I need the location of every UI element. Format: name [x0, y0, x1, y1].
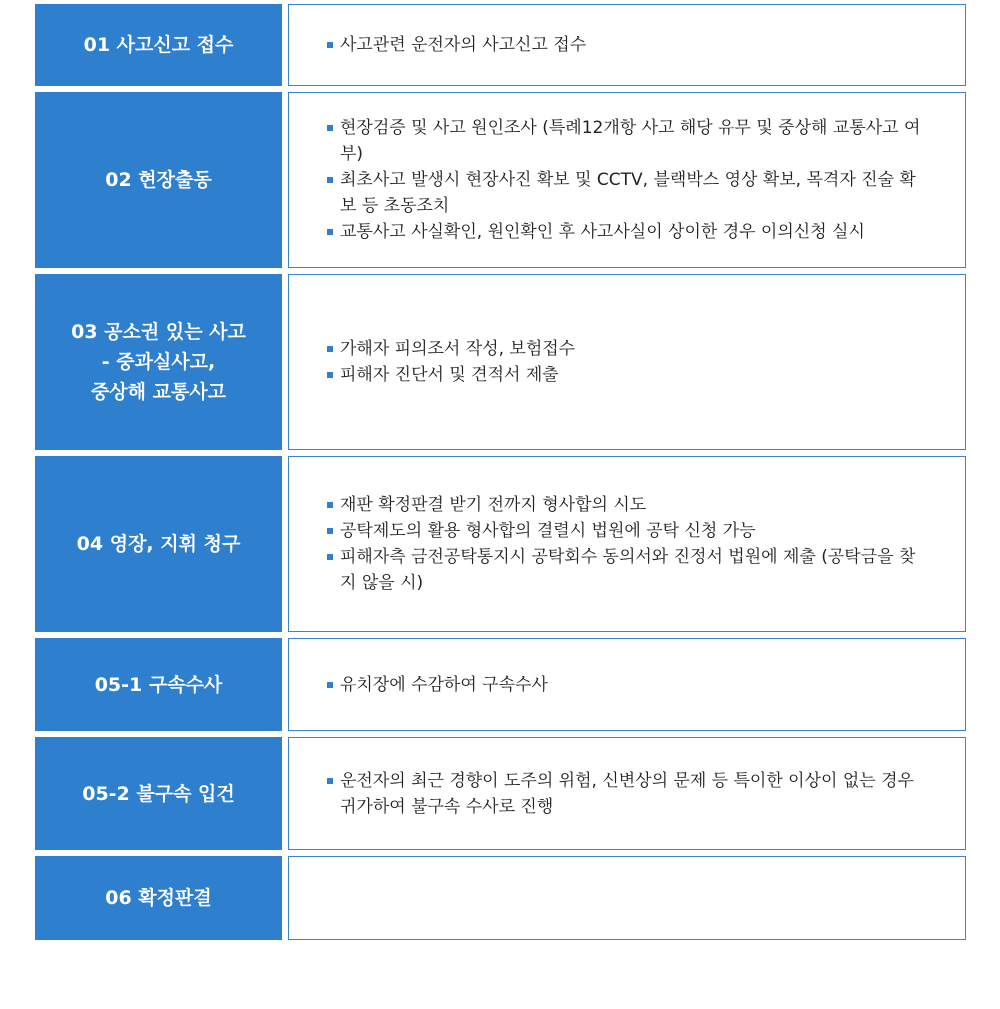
step-content-04	[288, 456, 966, 632]
list-item-text: 사고관련 운전자의 사고신고 접수	[340, 35, 587, 55]
list-item	[325, 167, 925, 219]
step-row-04	[35, 456, 966, 632]
square-bullet-icon	[327, 682, 333, 688]
list-item	[325, 492, 925, 518]
step-label-text: 04 영장, 지휘 청구	[76, 533, 241, 555]
step-content-05-1	[288, 638, 966, 731]
list-item-text: 유치장에 수감하여 구속수사	[340, 674, 548, 695]
step-row-02	[35, 92, 966, 268]
list-item-text: 가해자 피의조서 작성, 보험접수	[340, 339, 576, 359]
list-item-text: 최초사고 발생시 현장사진 확보 및 CCTV, 블랙박스 영상 확보, 목격자 진술 확보 등 초동조치	[340, 170, 916, 216]
square-bullet-icon	[327, 528, 333, 534]
list-item-text: 재판 확정판결 받기 전까지 형사합의 시도	[340, 495, 647, 515]
list-item	[325, 362, 925, 388]
list-item	[325, 336, 925, 362]
step-row-06	[35, 856, 966, 940]
bullet-list	[325, 32, 925, 58]
list-item-text: 피해자 진단서 및 견적서 제출	[340, 365, 559, 385]
bullet-list	[325, 115, 925, 245]
step-label-04	[35, 456, 282, 632]
step-label-01	[35, 4, 282, 86]
list-item	[325, 518, 925, 544]
step-label-lines	[71, 317, 246, 407]
step-content-06	[288, 856, 966, 940]
legal-process-steps	[35, 4, 966, 946]
list-item-text: 교통사고 사실확인, 원인확인 후 사고사실이 상이한 경우 이의신청 실시	[340, 222, 865, 242]
step-label-text: - 중과실사고,	[101, 351, 216, 373]
list-item	[325, 672, 925, 698]
square-bullet-icon	[327, 177, 333, 183]
step-label-text: 01 사고신고 접수	[83, 34, 234, 56]
step-label-text: 05-2 불구속 입건	[82, 782, 235, 805]
step-label-text: 02 현장출동	[105, 169, 212, 191]
square-bullet-icon	[327, 778, 333, 784]
square-bullet-icon	[327, 346, 333, 352]
step-label-text: 03 공소권 있는 사고	[71, 321, 246, 343]
step-row-05-1	[35, 638, 966, 731]
bullet-list	[325, 672, 925, 698]
step-content-03	[288, 274, 966, 450]
square-bullet-icon	[327, 229, 333, 235]
list-item	[325, 544, 925, 596]
bullet-list	[325, 768, 925, 820]
step-label-03	[35, 274, 282, 450]
step-row-01	[35, 4, 966, 86]
step-label-text: 중상해 교통사고	[90, 381, 227, 403]
step-label-06	[35, 856, 282, 940]
square-bullet-icon	[327, 42, 333, 48]
square-bullet-icon	[327, 554, 333, 560]
list-item-text: 운전자의 최근 경향이 도주의 위험, 신변상의 문제 등 특이한 이상이 없는 경우 귀가하여 불구속 수사로 진행	[340, 770, 914, 817]
step-content-02	[288, 92, 966, 268]
list-item	[325, 32, 925, 58]
square-bullet-icon	[327, 502, 333, 508]
step-row-03	[35, 274, 966, 450]
step-label-text: 05-1 구속수사	[94, 673, 223, 696]
step-label-05-1	[35, 638, 282, 731]
step-label-02	[35, 92, 282, 268]
square-bullet-icon	[327, 125, 333, 131]
step-content-05-2	[288, 737, 966, 850]
list-item	[325, 115, 925, 167]
bullet-list	[325, 336, 925, 388]
step-row-05-2	[35, 737, 966, 850]
list-item-text: 피해자측 금전공탁통지시 공탁회수 동의서와 진정서 법원에 제출 (공탁금을 찾지 않을 시)	[340, 547, 916, 593]
step-content-01	[288, 4, 966, 86]
square-bullet-icon	[327, 372, 333, 378]
list-item	[325, 219, 925, 245]
list-item-text: 현장검증 및 사고 원인조사 (특례12개항 사고 해당 유무 및 중상해 교통사고 여부)	[340, 118, 921, 164]
list-item	[325, 768, 925, 820]
bullet-list	[325, 492, 925, 596]
step-label-05-2	[35, 737, 282, 850]
list-item-text: 공탁제도의 활용 형사합의 결렬시 법원에 공탁 신청 가능	[340, 521, 756, 541]
step-label-text: 06 확정판결	[105, 887, 212, 909]
